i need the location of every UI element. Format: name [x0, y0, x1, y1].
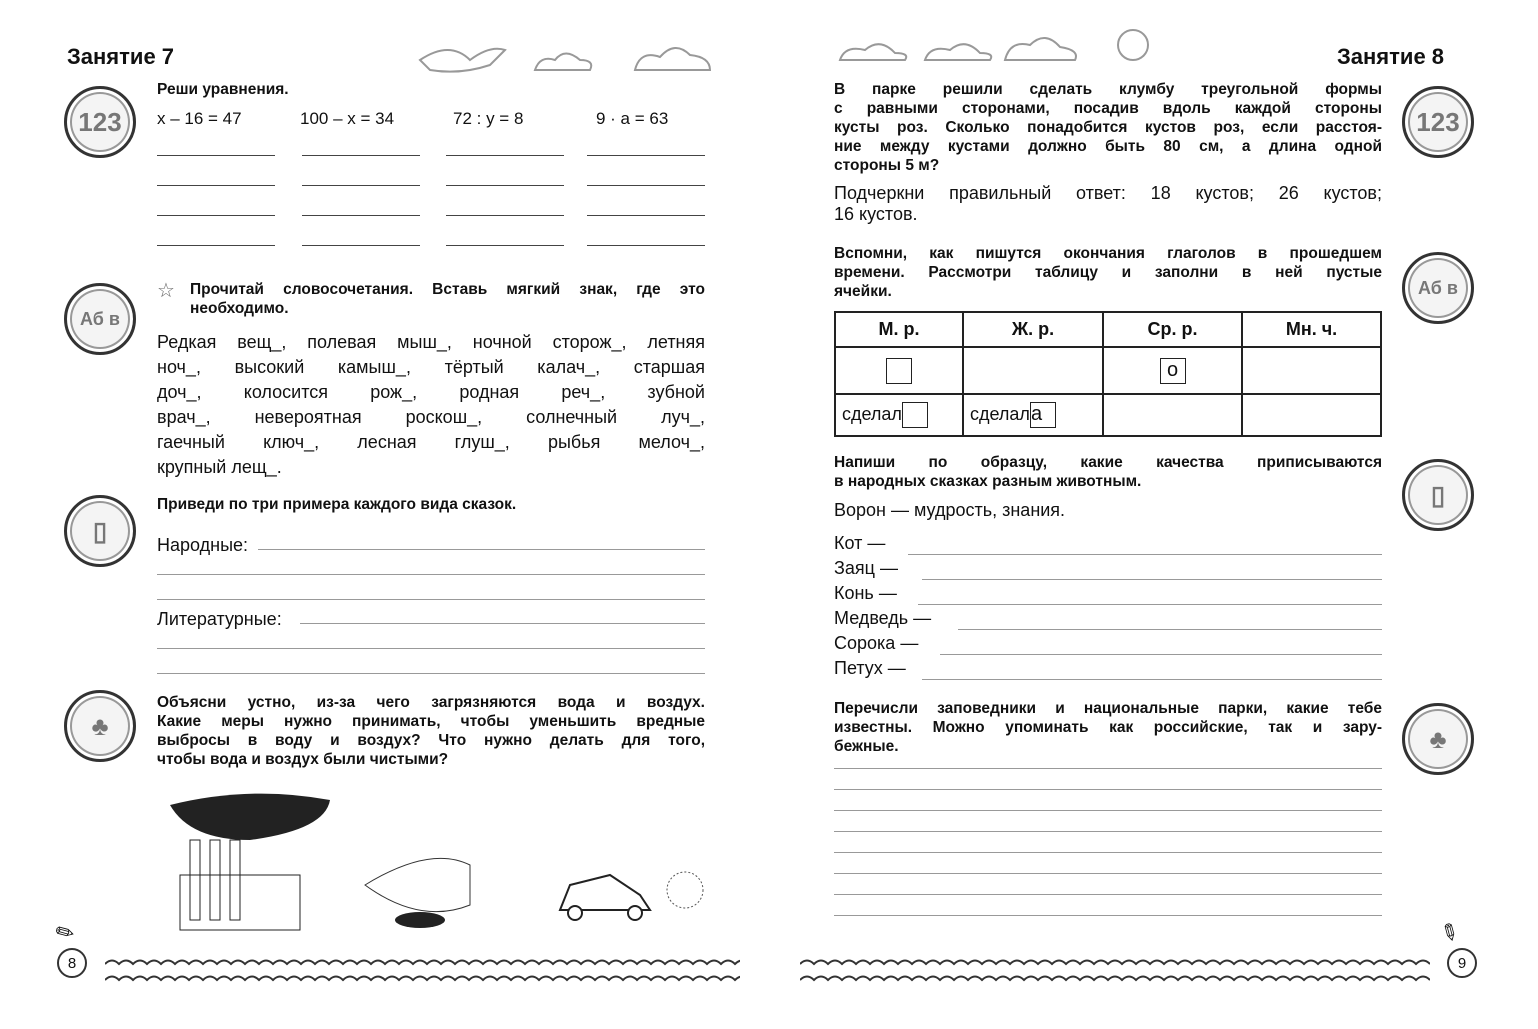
table-cell[interactable] — [1103, 394, 1242, 436]
answer-line[interactable] — [908, 554, 1382, 555]
verb-endings-table — [834, 311, 1382, 437]
answer-line[interactable] — [834, 915, 1382, 916]
text-line[interactable]: Подчеркни правильный ответ: 18 кустов; 26 кустов; — [834, 183, 1382, 203]
lesson-title: Занятие 8 — [1337, 44, 1445, 69]
answer-line[interactable] — [157, 599, 705, 600]
answer-box[interactable] — [886, 358, 912, 384]
label-literary: Литературные: — [157, 609, 282, 629]
verb-stem: сделал — [970, 403, 1030, 424]
animal-label: Конь — — [834, 583, 897, 603]
word-list — [157, 330, 705, 480]
answer-line[interactable] — [940, 654, 1382, 655]
text-line: бежные. — [834, 738, 899, 755]
task-text — [157, 693, 705, 769]
answer-line[interactable] — [587, 185, 705, 186]
text-line: крупный лещ_. — [157, 457, 282, 477]
verb-stem: сделал — [842, 403, 902, 424]
text-line: времени. Рассмотри таблицу и заполни в ней пустые — [834, 264, 1382, 281]
table-cell[interactable] — [1242, 347, 1381, 394]
answer-line[interactable] — [834, 894, 1382, 895]
table-cell — [1103, 347, 1242, 394]
example-text: Ворон — мудрость, знания. — [834, 500, 1066, 520]
answer-box[interactable] — [902, 402, 928, 428]
answer-line[interactable] — [157, 574, 705, 575]
task-heading: Реши уравнения. — [157, 81, 289, 98]
text-line: ноч_, высокий камыш_, тёртый калач_, старшая — [157, 357, 705, 377]
text-line: Объясни устно, из-за чего загрязняются вода и воздух. — [157, 694, 705, 711]
math-icon: 123 — [64, 86, 136, 158]
answer-line[interactable] — [302, 245, 420, 246]
answer-line[interactable] — [918, 604, 1382, 605]
text-line: ячейки. — [834, 283, 892, 300]
answer-line[interactable] — [834, 768, 1382, 769]
answer-line[interactable] — [922, 679, 1382, 680]
answer-line[interactable] — [302, 155, 420, 156]
table-cell — [963, 394, 1103, 436]
page-number: 9 — [1447, 948, 1477, 978]
answer-line[interactable] — [157, 155, 275, 156]
column-header: Мн. ч. — [1242, 312, 1381, 347]
bird-clouds-decoration — [410, 35, 720, 80]
equation: 9 · a = 63 — [596, 109, 669, 128]
answer-line[interactable] — [587, 215, 705, 216]
animal-label: Заяц — — [834, 558, 898, 578]
answer-line[interactable] — [446, 245, 564, 246]
wave-decoration — [105, 950, 740, 995]
answer-line[interactable] — [258, 549, 705, 550]
answer-line[interactable] — [302, 185, 420, 186]
text-line: чтобы вода и воздух были чистыми? — [157, 751, 449, 768]
answer-line[interactable] — [157, 185, 275, 186]
answer-line[interactable] — [157, 648, 705, 649]
task-heading: Прочитай словосочетания. Вставь мягкий знак, где это необходимо. — [190, 281, 705, 317]
answer-line[interactable] — [157, 673, 705, 674]
task-text — [834, 453, 1382, 491]
text-line: врач_, невероятная роскош_, солнечный луч_, — [157, 407, 705, 427]
answer-line[interactable] — [587, 155, 705, 156]
label-folk: Народные: — [157, 535, 249, 555]
answer-line[interactable] — [446, 185, 564, 186]
answer-box: о — [1160, 358, 1186, 384]
text-line: с равными сторонами, посадив вдоль каждой стороны — [834, 100, 1382, 117]
equation: x – 16 = 47 — [157, 109, 242, 128]
equation: 72 : y = 8 — [453, 109, 524, 128]
text-line: Редкая вещ_, полевая мыш_, ночной сторож_, летняя — [157, 332, 705, 352]
text-line: в народных сказках разным животным. — [834, 473, 1142, 490]
text-line: кусты роз. Сколько понадобится кустов роз, если расстоя- — [834, 119, 1382, 136]
column-header: Ж. р. — [963, 312, 1103, 347]
text-line: стороны 5 м? — [834, 157, 940, 174]
text-line: Вспомни, как пишутся окончания глаголов в прошедшем — [834, 245, 1382, 262]
answer-line[interactable] — [302, 215, 420, 216]
table-cell[interactable] — [963, 347, 1103, 394]
table-cell — [835, 347, 963, 394]
pollution-illustration — [150, 785, 710, 935]
text-line: гаечный ключ_, лесная глуш_, рыбья мелоч_, — [157, 432, 705, 452]
animal-label: Медведь — — [834, 608, 932, 628]
answer-line[interactable] — [958, 629, 1382, 630]
text-line: В парке решили сделать клумбу треугольной формы — [834, 81, 1382, 98]
answer-line[interactable] — [834, 789, 1382, 790]
animal-label: Кот — — [834, 533, 886, 553]
table-cell — [835, 394, 963, 436]
pencil-icon: ✎ — [1435, 917, 1464, 949]
text-line: выбросы в воду и воздух? Что нужно делать для того, — [157, 732, 705, 749]
text-line[interactable]: 16 кустов. — [834, 204, 918, 224]
answer-line[interactable] — [834, 810, 1382, 811]
column-header: Ср. р. — [1103, 312, 1242, 347]
text-line: Какие меры нужно принимать, чтобы уменьшить вредные — [157, 713, 705, 730]
math-icon: 123 — [1402, 86, 1474, 158]
column-header: М. р. — [835, 312, 963, 347]
answer-line[interactable] — [157, 245, 275, 246]
answer-line[interactable] — [922, 579, 1382, 580]
nature-bird-icon: ♣ — [64, 690, 136, 762]
answer-line[interactable] — [834, 852, 1382, 853]
text-line: Перечисли заповедники и национальные парки, какие тебе — [834, 700, 1382, 717]
answer-line[interactable] — [446, 215, 564, 216]
task-heading: Приведи по три примера каждого вида сказок. — [157, 496, 517, 513]
answer-line[interactable] — [834, 873, 1382, 874]
page-number: 8 — [57, 948, 87, 978]
text-line: доч_, колосится рож_, родная реч_, зубной — [157, 382, 705, 402]
answer-options — [834, 183, 1382, 225]
clouds-sun-decoration — [835, 15, 1175, 75]
book-icon: ▯ — [1402, 459, 1474, 531]
answer-line[interactable] — [446, 155, 564, 156]
animal-label: Сорока — — [834, 633, 919, 653]
table-cell[interactable] — [1242, 394, 1381, 436]
pencil-icon: ✎ — [50, 917, 80, 949]
answer-line[interactable] — [300, 623, 705, 624]
text-line: ние между кустами должно быть 80 см, а длина одной — [834, 138, 1382, 155]
star-icon: ☆ — [157, 280, 175, 302]
task-text — [834, 244, 1382, 301]
answer-line[interactable] — [834, 831, 1382, 832]
russian-icon: Аб в — [1402, 252, 1474, 324]
answer-box: а — [1030, 402, 1056, 428]
wave-decoration — [800, 950, 1430, 995]
animal-label: Петух — — [834, 658, 906, 678]
equation: 100 – x = 34 — [300, 109, 395, 128]
task-text — [834, 80, 1382, 175]
answer-line[interactable] — [587, 245, 705, 246]
task-text — [834, 699, 1382, 756]
text-line: известны. Можно упоминать как российские, так и зару- — [834, 719, 1382, 736]
book-icon: ▯ — [64, 495, 136, 567]
nature-bird-icon: ♣ — [1402, 703, 1474, 775]
answer-line[interactable] — [157, 215, 275, 216]
russian-icon: Аб в — [64, 283, 136, 355]
lesson-title: Занятие 7 — [67, 44, 175, 69]
text-line: Напиши по образцу, какие качества приписываются — [834, 454, 1382, 471]
